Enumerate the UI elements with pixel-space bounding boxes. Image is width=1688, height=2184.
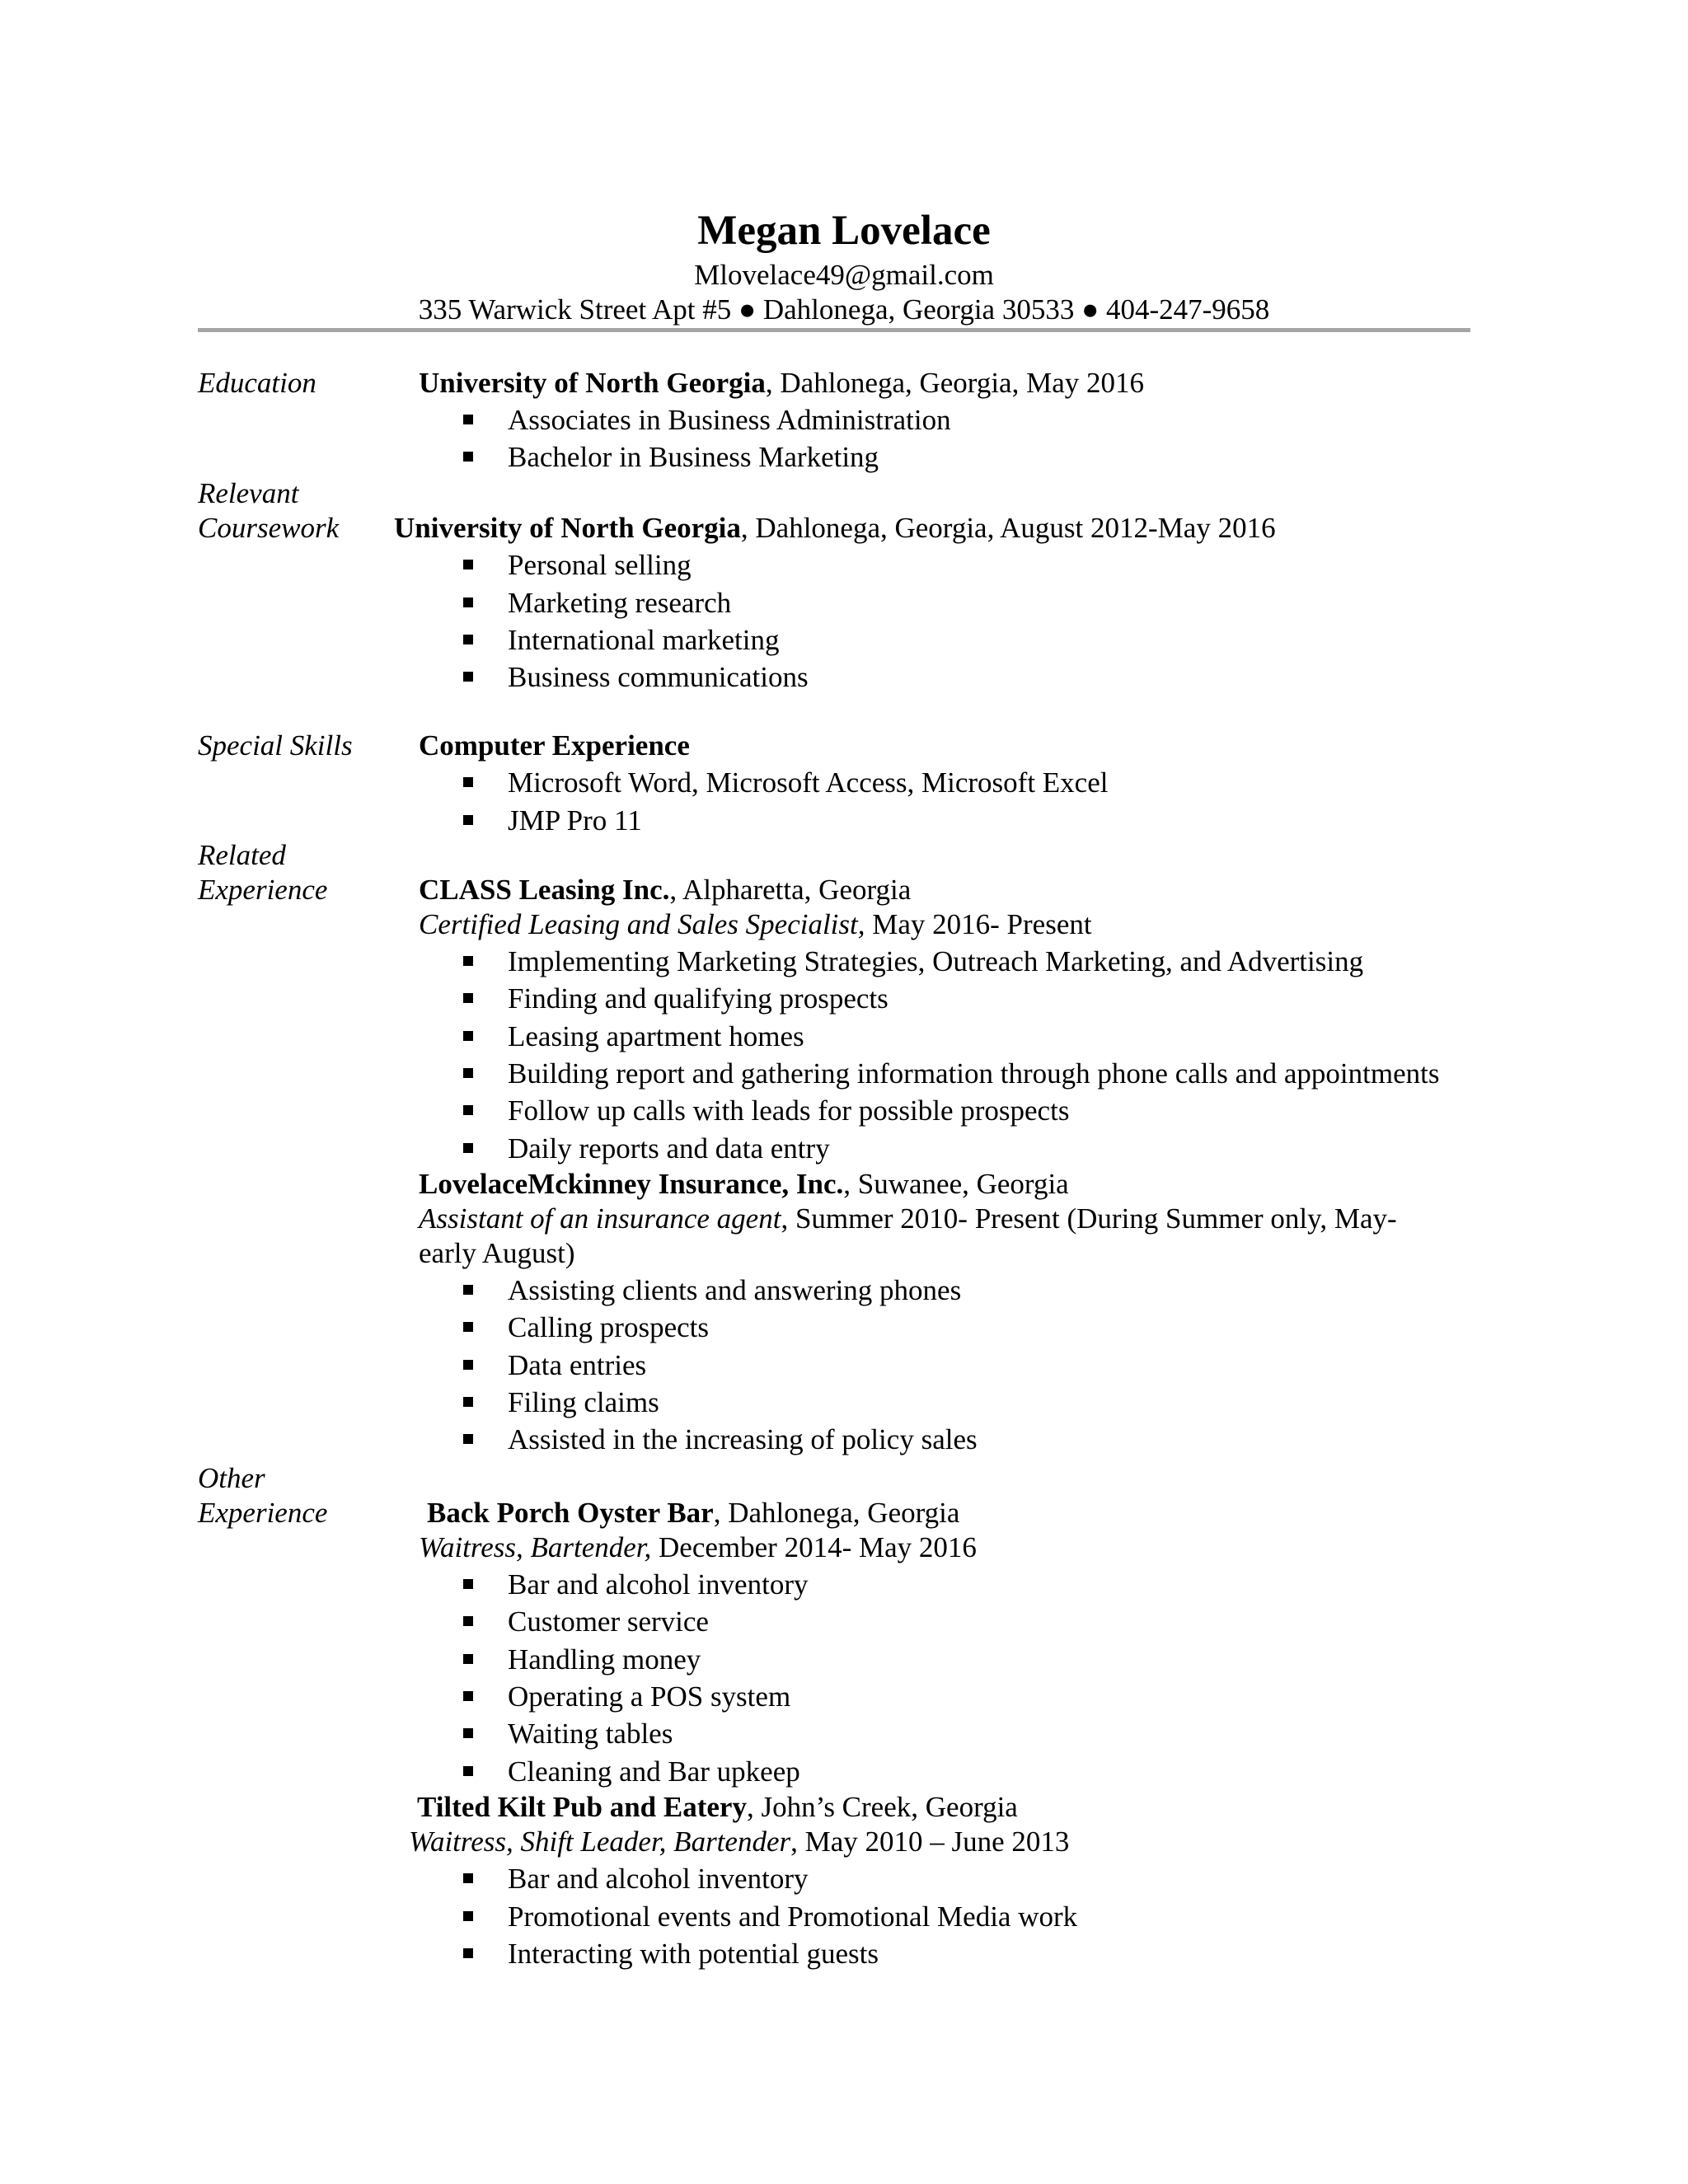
bullet-icon: [463, 1911, 473, 1921]
bullet-icon: [463, 560, 473, 569]
list-item: Promotional events and Promotional Media work: [463, 1900, 1077, 1934]
education-detail: , Dahlonega, Georgia, May 2016: [765, 367, 1144, 399]
section-label-education: Education: [198, 367, 316, 399]
list-item: Bachelor in Business Marketing: [463, 440, 879, 475]
candidate-name: Megan Lovelace: [697, 208, 991, 254]
list-item: Data entries: [463, 1348, 646, 1383]
job-employer: CLASS Leasing Inc., Alpharetta, Georgia: [419, 874, 912, 906]
street-address: 335 Warwick Street Apt #5: [418, 293, 732, 326]
education-school: University of North Georgia: [419, 367, 766, 399]
bullet-icon: [463, 993, 473, 1003]
bullet-icon: [463, 1360, 473, 1370]
bullet-icon: [463, 956, 473, 966]
separator-dot: ●: [738, 293, 757, 326]
coursework-detail: , Dahlonega, Georgia, August 2012-May 2016: [740, 512, 1276, 544]
bullet-icon: [463, 415, 473, 424]
job-role: Certified Leasing and Sales Specialist, May 2016- Present: [419, 908, 1092, 940]
bullet-icon: [463, 1691, 473, 1701]
job-role: Assistant of an insurance agent, Summer 2010- Present (During Summer only, May-: [419, 1202, 1397, 1235]
list-item: Filing claims: [463, 1385, 659, 1420]
bullet-icon: [463, 815, 473, 825]
bullet-icon: [463, 1766, 473, 1776]
bullet-icon: [463, 1728, 473, 1738]
list-item: Customer service: [463, 1605, 709, 1639]
bullet-icon: [463, 1948, 473, 1958]
list-item: Leasing apartment homes: [463, 1019, 804, 1054]
city-state-zip: Dahlonega, Georgia 30533: [762, 293, 1075, 326]
list-item: JMP Pro 11: [463, 804, 642, 838]
coursework-heading: [394, 511, 1276, 546]
bullet-icon: [463, 1397, 473, 1407]
job-employer: Back Porch Oyster Bar, Dahlonega, Georgia: [427, 1497, 960, 1529]
phone-number: 404-247-9658: [1105, 293, 1270, 326]
contact-line: [0, 293, 1688, 327]
coursework-school: University of North Georgia: [394, 512, 741, 544]
list-item: International marketing: [463, 623, 779, 658]
job-role: Waitress, Shift Leader, Bartender, May 2010 – June 2013: [409, 1825, 1070, 1858]
list-item: Business communications: [463, 660, 809, 695]
bullet-icon: [463, 777, 473, 787]
section-label-other-experience: Experience: [198, 1497, 328, 1529]
bullet-icon: [463, 452, 473, 462]
bullet-icon: [463, 598, 473, 607]
section-label-related: Related: [198, 839, 286, 871]
bullet-icon: [463, 1285, 473, 1295]
list-item: Operating a POS system: [463, 1680, 790, 1714]
job-role: Waitress, Bartender, December 2014- May 2016: [419, 1531, 977, 1563]
list-item: Personal selling: [463, 548, 692, 583]
job-dates-continued: early August): [419, 1237, 575, 1269]
list-item: Associates in Business Administration: [463, 403, 951, 438]
separator-dot: ●: [1081, 293, 1100, 326]
list-item: Calling prospects: [463, 1310, 709, 1345]
list-item: Assisted in the increasing of policy sales: [463, 1422, 978, 1457]
bullet-icon: [463, 1654, 473, 1664]
bullet-icon: [463, 1616, 473, 1626]
list-item: Daily reports and data entry: [463, 1132, 830, 1166]
list-item: Waiting tables: [463, 1717, 673, 1751]
list-item: Finding and qualifying prospects: [463, 982, 889, 1016]
education-heading: [419, 366, 1144, 401]
email-address: Mlovelace49@gmail.com: [694, 259, 994, 291]
list-item: Microsoft Word, Microsoft Access, Microsoft Excel: [463, 766, 1108, 800]
bullet-icon: [463, 1143, 473, 1153]
section-label-related-experience: Experience: [198, 874, 328, 906]
bullet-icon: [463, 1105, 473, 1115]
bullet-icon: [463, 1322, 473, 1332]
list-item: Interacting with potential guests: [463, 1937, 879, 1971]
job-employer: LovelaceMckinney Insurance, Inc., Suwanee, Georgia: [419, 1168, 1069, 1200]
section-label-other: Other: [198, 1462, 265, 1494]
list-item: Assisting clients and answering phones: [463, 1273, 961, 1308]
bullet-icon: [463, 672, 473, 682]
job-employer: Tilted Kilt Pub and Eatery, John’s Creek, Georgia: [417, 1791, 1018, 1823]
section-label-special-skills: Special Skills: [198, 729, 353, 762]
list-item: Marketing research: [463, 586, 731, 621]
section-label-coursework: Coursework: [198, 512, 340, 544]
header-divider: [198, 328, 1470, 332]
bullet-icon: [463, 1873, 473, 1883]
skills-heading: Computer Experience: [419, 729, 690, 762]
list-item: Bar and alcohol inventory: [463, 1568, 808, 1602]
list-item: Bar and alcohol inventory: [463, 1862, 808, 1896]
bullet-icon: [463, 1068, 473, 1078]
bullet-icon: [463, 1434, 473, 1444]
list-item: Building report and gathering information through phone calls and appointments: [463, 1057, 1439, 1091]
bullet-icon: [463, 1579, 473, 1589]
bullet-icon: [463, 635, 473, 644]
bullet-icon: [463, 1031, 473, 1041]
list-item: Implementing Marketing Strategies, Outreach Marketing, and Advertising: [463, 944, 1363, 979]
section-label-relevant: Relevant: [198, 477, 299, 509]
list-item: Follow up calls with leads for possible prospects: [463, 1094, 1069, 1128]
list-item: Handling money: [463, 1643, 701, 1677]
list-item: Cleaning and Bar upkeep: [463, 1755, 800, 1789]
